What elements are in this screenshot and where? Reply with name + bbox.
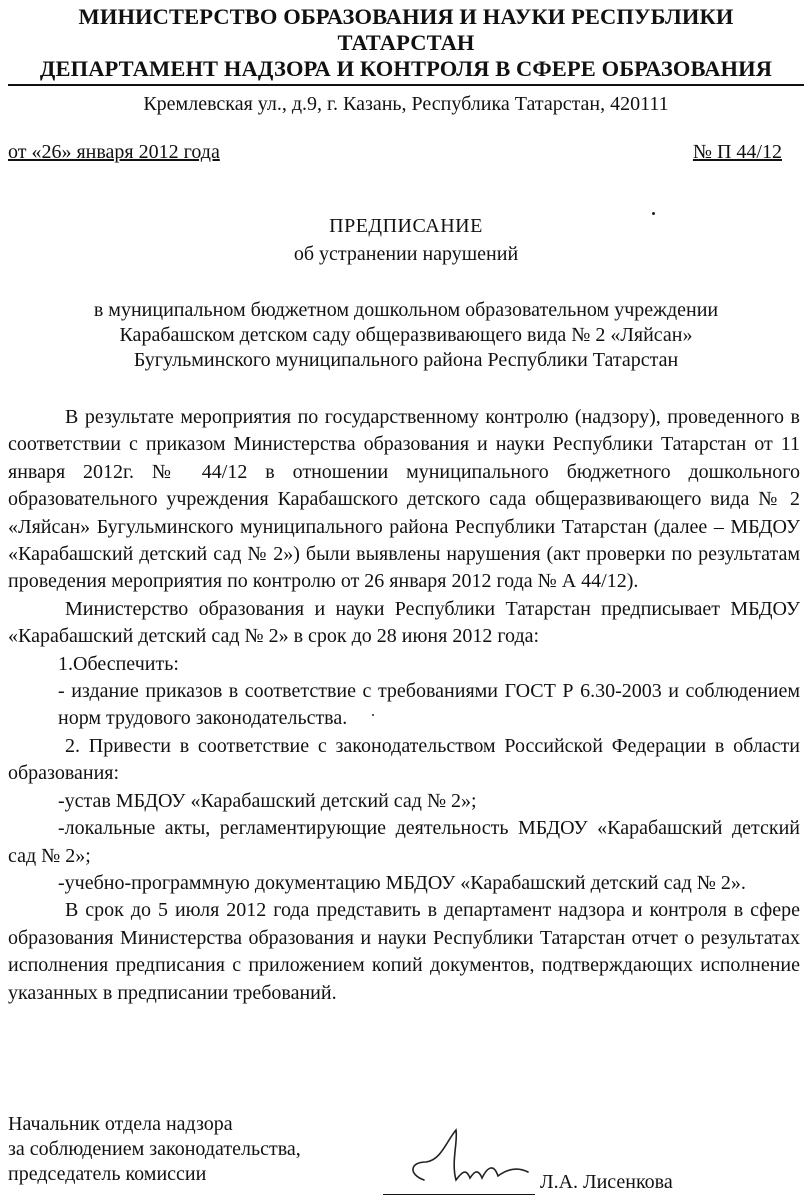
document-title: ПРЕДПИСАНИЕ xyxy=(329,215,483,237)
document-date: от «26» января 2012 года xyxy=(8,141,220,163)
date-number-row xyxy=(8,140,782,164)
scan-speck xyxy=(372,714,374,716)
ministry-name: МИНИСТЕРСТВО ОБРАЗОВАНИЯ И НАУКИ РЕСПУБЛИКИ ТАТАРСТАН xyxy=(78,4,734,55)
title-block xyxy=(0,212,812,268)
item-2-a: -устав МБДОУ «Карабашский детский сад № 2»; xyxy=(58,789,477,812)
institution-line-2: Карабашском детском саду общеразвивающего вида № 2 «Ляйсан» xyxy=(119,324,693,346)
paragraph-deadline: В срок до 5 июля 2012 года представить в департамент надзора и контроля в сфере образования Министерства образования и науки Республики Татарстан отчет о результатах исполнения предписания с приложением копий документов, подтверждающих исполнение указанных в предписании требований. xyxy=(8,899,800,1004)
signatory-line-3: председатель комиссии xyxy=(8,1163,207,1185)
item-2-b: -локальные акты, регламентирующие деятельность МБДОУ «Карабашский детский сад № 2»; xyxy=(8,817,800,867)
institution-block xyxy=(0,298,812,373)
institution-line-3: Бугульминского муниципального района Республики Татарстан xyxy=(133,349,679,371)
document-subtitle: об устранении нарушений xyxy=(293,243,519,265)
scan-speck xyxy=(652,212,655,215)
item-2-c: -учебно-программную документацию МБДОУ «Карабашский детский сад № 2». xyxy=(58,871,746,894)
signature-line xyxy=(383,1172,535,1195)
signatory-line-1: Начальник отдела надзора xyxy=(8,1113,233,1135)
address: Кремлевская ул., д.9, г. Казань, Республика Татарстан, 420111 xyxy=(143,93,669,115)
body-text xyxy=(8,404,800,1007)
letterhead xyxy=(8,0,804,117)
paragraph-findings: В результате мероприятия по государственному контролю (надзору), проведенного в соответствии с приказом Министерства образования и науки Республики Татарстан от 11 января 2012г. № 44/12 в отношении муниципального бюджетного дошкольного образовательного учреждения Карабашского детского сада общеразвивающего вида № 2 «Ляйсан» Бугульминского муниципального района Республики Татарстан (далее – МБДОУ «Карабашский детский сад № 2») были выявлены нарушения (акт проверки по результатам проведения мероприятия по контролю от 26 января 2012 года № А 44/12). xyxy=(8,406,800,593)
signatory-position xyxy=(8,1112,408,1187)
department-name: ДЕПАРТАМЕНТ НАДЗОРА И КОНТРОЛЯ В СФЕРЕ ОБРАЗОВАНИЯ xyxy=(8,56,804,86)
item-1-title: 1.Обеспечить: xyxy=(58,652,179,675)
item-1-text: - издание приказов в соответствие с требованиями ГОСТ Р 6.30-2003 и соблюдением норм трудового законодательства. xyxy=(58,680,800,730)
paragraph-order: Министерство образования и науки Республики Татарстан предписывает МБДОУ «Карабашский детский сад № 2» в срок до 28 июня 2012 года: xyxy=(8,597,800,648)
signatory-line-2: за соблюдением законодательства, xyxy=(8,1138,301,1160)
document-number: № П 44/12 xyxy=(692,141,782,163)
item-2-title: 2. Привести в соответствие с законодательством Российской Федерации в области образования: xyxy=(8,734,800,785)
signatory-name: Л.А. Лисенкова xyxy=(540,1171,673,1193)
institution-line-1: в муниципальном бюджетном дошкольном образовательном учреждении xyxy=(93,299,719,321)
signature-block xyxy=(8,1112,800,1193)
